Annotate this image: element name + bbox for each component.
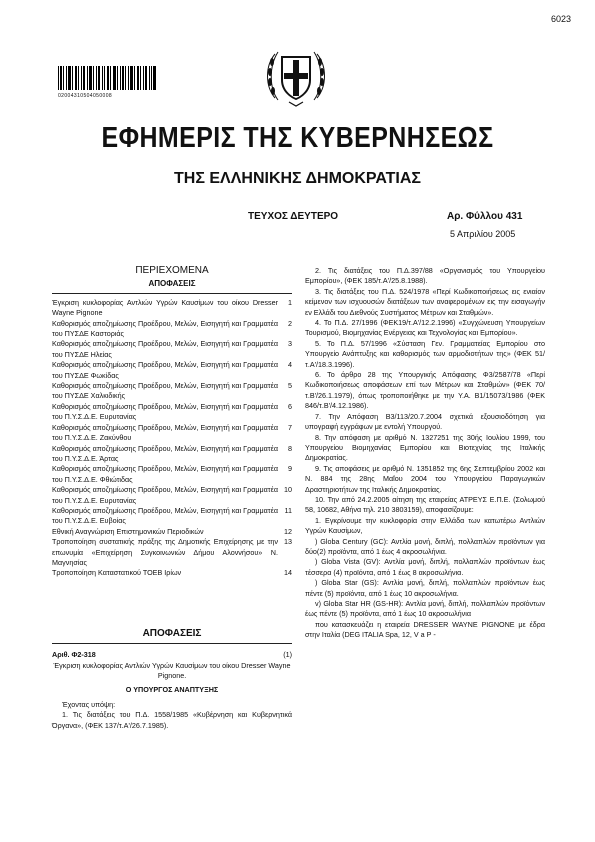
coat-of-arms-icon	[261, 40, 331, 110]
toc-item[interactable]	[52, 506, 292, 527]
paragraph: 1. Εγκρίνουμε την κυκλοφορία στην Ελλάδα των κατωτέρω Αντλιών Υγρών Καυσίμων,	[305, 515, 545, 536]
toc-item-text: Τροποποίηση συστατικής πράξης της Δημοτικής Επιχείρησης με την επωνυμία «Επιχείρηση Συγκοινωνιών Δήμου Αλοννήσου» Ν. Μαγνησίας	[52, 537, 278, 567]
toc-item-text: Καθορισμός αποζημίωσης Προέδρου, Μελών, Εισηγητή και Γραμματέα του ΠΥΣΔΕ Καστοριάς	[52, 318, 278, 339]
paragraph: 7. Την Απόφαση Β3/113/20.7.2004 σχετικά εξουσιοδότηση για υπογραφή εγγράφων με εντολή Υπουργού.	[305, 411, 545, 432]
barcode-digits: 02004310504050008	[58, 93, 113, 99]
barcode-icon	[58, 66, 156, 90]
paragraph: 4. Το Π.Δ. 27/1996 (ΦΕΚ19/τ.Α'/12.2.1996) «Συγχώνευση Υπουργείων Τουρισμού, Βιομηχανίας Ενέργειας και Τεχνολογίας και Εμπορίου».	[305, 318, 545, 338]
toc-item-text: Καθορισμός αποζημίωσης Προέδρου, Μελών, Εισηγητή και Γραμματέα του ΠΥΣΔΕ Ηλείας	[52, 339, 278, 359]
toc-item-page: 5	[288, 381, 292, 391]
toc-item[interactable]	[52, 485, 292, 506]
paragraph: που κατασκευάζει η εταιρεία DRESSER WAYNE PIGNONE με έδρα στην Ιταλία (DEG ITALIA Spa, 12, V a P -	[305, 619, 545, 640]
divider	[52, 643, 292, 644]
decision-number: Αριθ. Φ2-318	[52, 650, 96, 660]
toc-item-text: Καθορισμός αποζημίωσης Προέδρου, Μελών, Εισηγητή και Γραμματέα του Π.Υ.Σ.Δ.Ε. Ευρυτανίας	[52, 401, 278, 422]
paragraph: v) Globa Star HR (GS-HR): Αντλία μονή, διπλή, πολλαπλών προϊόντων έως πέντε (5) προϊόντα, από 1 έως 10 ακροσωλήνια	[305, 599, 545, 619]
left-column	[52, 266, 292, 731]
toc-item-page: 11	[284, 505, 292, 515]
toc-item[interactable]	[52, 464, 292, 485]
toc-item-text: Καθορισμός αποζημίωσης Προέδρου, Μελών, Εισηγητή και Γραμματέα του Π.Υ.Σ.Δ.Ε. Φθιώτιδας	[52, 464, 278, 484]
toc-item-page: 6	[288, 401, 292, 411]
toc-item-page: 10	[284, 485, 292, 495]
toc-item-page: 12	[284, 526, 292, 536]
paragraph: ) Globa Century (GC): Αντλία μονή, διπλή, πολλαπλών προϊόντων για δύο(2) προϊόντα, από 1 έως 4 ακροσωλήνια.	[305, 536, 545, 556]
toc-item[interactable]	[52, 381, 292, 402]
having-regard: Έχοντας υπόψη:	[62, 699, 116, 709]
issue-sheet-number: Αρ. Φύλλου 431	[447, 211, 523, 222]
paragraph: 8. Την απόφαση με αριθμό Ν. 1327251 της 30ής Ιουλίου 1999, του Υπουργείου Βιομηχανίας Εμπορίου και Βιοτεχνίας της Ιταλικής Δημοκρατίας.	[305, 432, 545, 463]
right-paragraphs	[305, 266, 545, 641]
toc-item-page: 7	[288, 422, 292, 432]
paragraph: 6. Το άρθρο 28 της Υπουργικής Απόφασης Φ3/2587/78 «Περί Κωδικοποιήσεως αποφάσεων επί των Μέτρων και Σταθμών» (ΦΕΚ 70/τ.Β'/26.1.1979), όπως τροποποιήθηκε με την Υ.Α. Β1/15073/1986 (ΦΕΚ 846/τ.Β'/4.12.1986).	[305, 370, 545, 411]
toc-item-page: 1	[288, 297, 292, 307]
toc-item[interactable]	[52, 568, 292, 578]
paragraph: 3. Τις διατάξεις του Π.Δ. 524/1978 «Περί Κωδικοποιήσεως εις ενιαίον κείμενον των ισχυουσών διατάξεων των αναφερομένων εις την εισαγωγήν εν Ελλάδι του Διεθνούς Συστήματος Μέτρων και Σταθμών».	[305, 286, 545, 317]
page-number: 6023	[550, 14, 571, 24]
issue-date: 5 Απριλίου 2005	[450, 229, 516, 239]
masthead-title: ΕΦΗΜΕΡΙΣ ΤΗΣ ΚΥΒΕΡΝΗΣΕΩΣ	[101, 122, 494, 154]
toc-item[interactable]	[52, 319, 292, 340]
decision-title: Έγκριση κυκλοφορίας Αντλιών Υγρών Καυσίμων του οίκου Dresser Wayne Pignone.	[53, 660, 291, 680]
toc-item-text: Καθορισμός αποζημίωσης Προέδρου, Μελών, Εισηγητή και Γραμματέα του ΠΥΣΔΕ Φωκίδας	[52, 360, 278, 380]
paragraph: ) Globa Star (GS): Αντλία μονή, διπλή, πολλαπλών προϊόντων έως πέντε (5) προϊόντα, από 1 έως 10 ακροσωλήνια.	[305, 578, 545, 598]
paragraph: 1. Τις διατάξεις του Π.Δ. 1558/1985 «Κυβέρνηση και Κυβερνητικά Όργανα», (ΦΕΚ 137/τ.Α'/26.7.1985).	[52, 710, 292, 730]
toc-item-text: Έγκριση κυκλοφορίας Αντλιών Υγρών Καυσίμων του οίκου Dresser Wayne Pignone	[52, 297, 278, 318]
toc-item[interactable]	[52, 423, 292, 444]
toc-item-page: 13	[284, 537, 292, 547]
toc-subheading: ΑΠΟΦΑΣΕΙΣ	[148, 279, 196, 289]
toc-item-page: 8	[288, 443, 292, 453]
toc-item-text: Εθνική Αναγνώριση Επιστημονικών Περιοδικών	[52, 526, 204, 536]
toc-item[interactable]	[52, 537, 292, 568]
toc-item[interactable]	[52, 527, 292, 537]
masthead-subtitle: ΤΗΣ ΕΛΛΗΝΙΚΗΣ ΔΗΜΟΚΡΑΤΙΑΣ	[174, 170, 421, 187]
toc-item-page: 4	[288, 360, 292, 370]
toc-item-page: 3	[288, 339, 292, 349]
toc-item-text: Καθορισμός αποζημίωσης Προέδρου, Μελών, Εισηγητή και Γραμματέα του Π.Υ.Σ.Δ.Ε. Ζακύνθου	[52, 422, 278, 443]
decision-number-row	[52, 650, 292, 660]
decisions-heading: ΑΠΟΦΑΣΕΙΣ	[142, 627, 202, 639]
toc-item[interactable]	[52, 444, 292, 465]
paragraph: ) Globa Vista (GV): Αντλία μονή, διπλή, πολλαπλών προϊόντων έως τέσσερα (4) προϊόντα, από 1 έως 8 ακροσωλήνια.	[305, 557, 545, 577]
minister-title: Ο ΥΠΟΥΡΓΟΣ ΑΝΑΠΤΥΞΗΣ	[125, 685, 219, 695]
paragraph: 10. Την από 24.2.2005 αίτηση της εταιρείας ΑΤΡΕΥΣ Ε.Π.Ε. (Σολωμού 58, 10682, Αθήνα τηλ. 210 3803159), αποφασίζουμε:	[305, 494, 545, 515]
toc-item-text: Τροποποίηση Καταστατικού ΤΟΕΒ Ιρίων	[52, 568, 182, 578]
decision-ref: (1)	[283, 650, 292, 660]
left-paragraphs	[52, 710, 292, 731]
toc-item[interactable]	[52, 402, 292, 423]
toc-item-text: Καθορισμός αποζημίωσης Προέδρου, Μελών, Εισηγητή και Γραμματέα του Π.Υ.Σ.Δ.Ε. Ευβοίας	[52, 505, 278, 526]
toc-item-text: Καθορισμός αποζημίωσης Προέδρου, Μελών, Εισηγητή και Γραμματέα του Π.Υ.Σ.Δ.Ε. Άρτας	[52, 443, 278, 463]
paragraph: 2. Τις διατάξεις του Π.Δ.397/88 «Οργανισμός του Υπουργείου Εμπορίου», (ΦΕΚ 185/τ.Α'/25.8.1988).	[305, 266, 545, 286]
toc-item-text: Καθορισμός αποζημίωσης Προέδρου, Μελών, Εισηγητή και Γραμματέα του ΠΥΣΔΕ Χαλκιδικής	[52, 381, 278, 401]
right-column	[305, 266, 545, 641]
toc-item-page: 2	[288, 318, 292, 328]
toc-heading: ΠΕΡΙΕΧΟΜΕΝΑ	[135, 265, 209, 276]
toc-item-page: 9	[288, 464, 292, 474]
paragraph: 5. Το Π.Δ. 57/1996 «Σύσταση Γεν. Γραμματείας Εμπορίου στο Υπουργείο Ανάπτυξης και καθορισμός των αρμοδιοτήτων της» (ΦΕΚ 51/τ.Α'/18.3.1996).	[305, 338, 545, 369]
toc-item[interactable]	[52, 339, 292, 360]
divider	[52, 293, 292, 294]
paragraph: 9. Τις αποφάσεις με αριθμό Ν. 1351852 της 6ης Σεπτεμβρίου 2002 και Ν. 884 της 28ης Μαΐου 2004 του Υπουργείου Παραγωγικών Δραστηριοτήτων της Ιταλικής Δημοκρατίας.	[305, 463, 545, 494]
toc-item[interactable]	[52, 360, 292, 381]
toc-item-page: 14	[284, 568, 292, 578]
toc-list	[52, 298, 292, 579]
toc-item[interactable]	[52, 298, 292, 319]
toc-item-text: Καθορισμός αποζημίωσης Προέδρου, Μελών, Εισηγητή και Γραμματέα του Π.Υ.Σ.Δ.Ε. Ευρυτανίας	[52, 485, 278, 505]
issue-series: ΤΕΥΧΟΣ ΔΕΥΤΕΡΟ	[248, 211, 339, 222]
